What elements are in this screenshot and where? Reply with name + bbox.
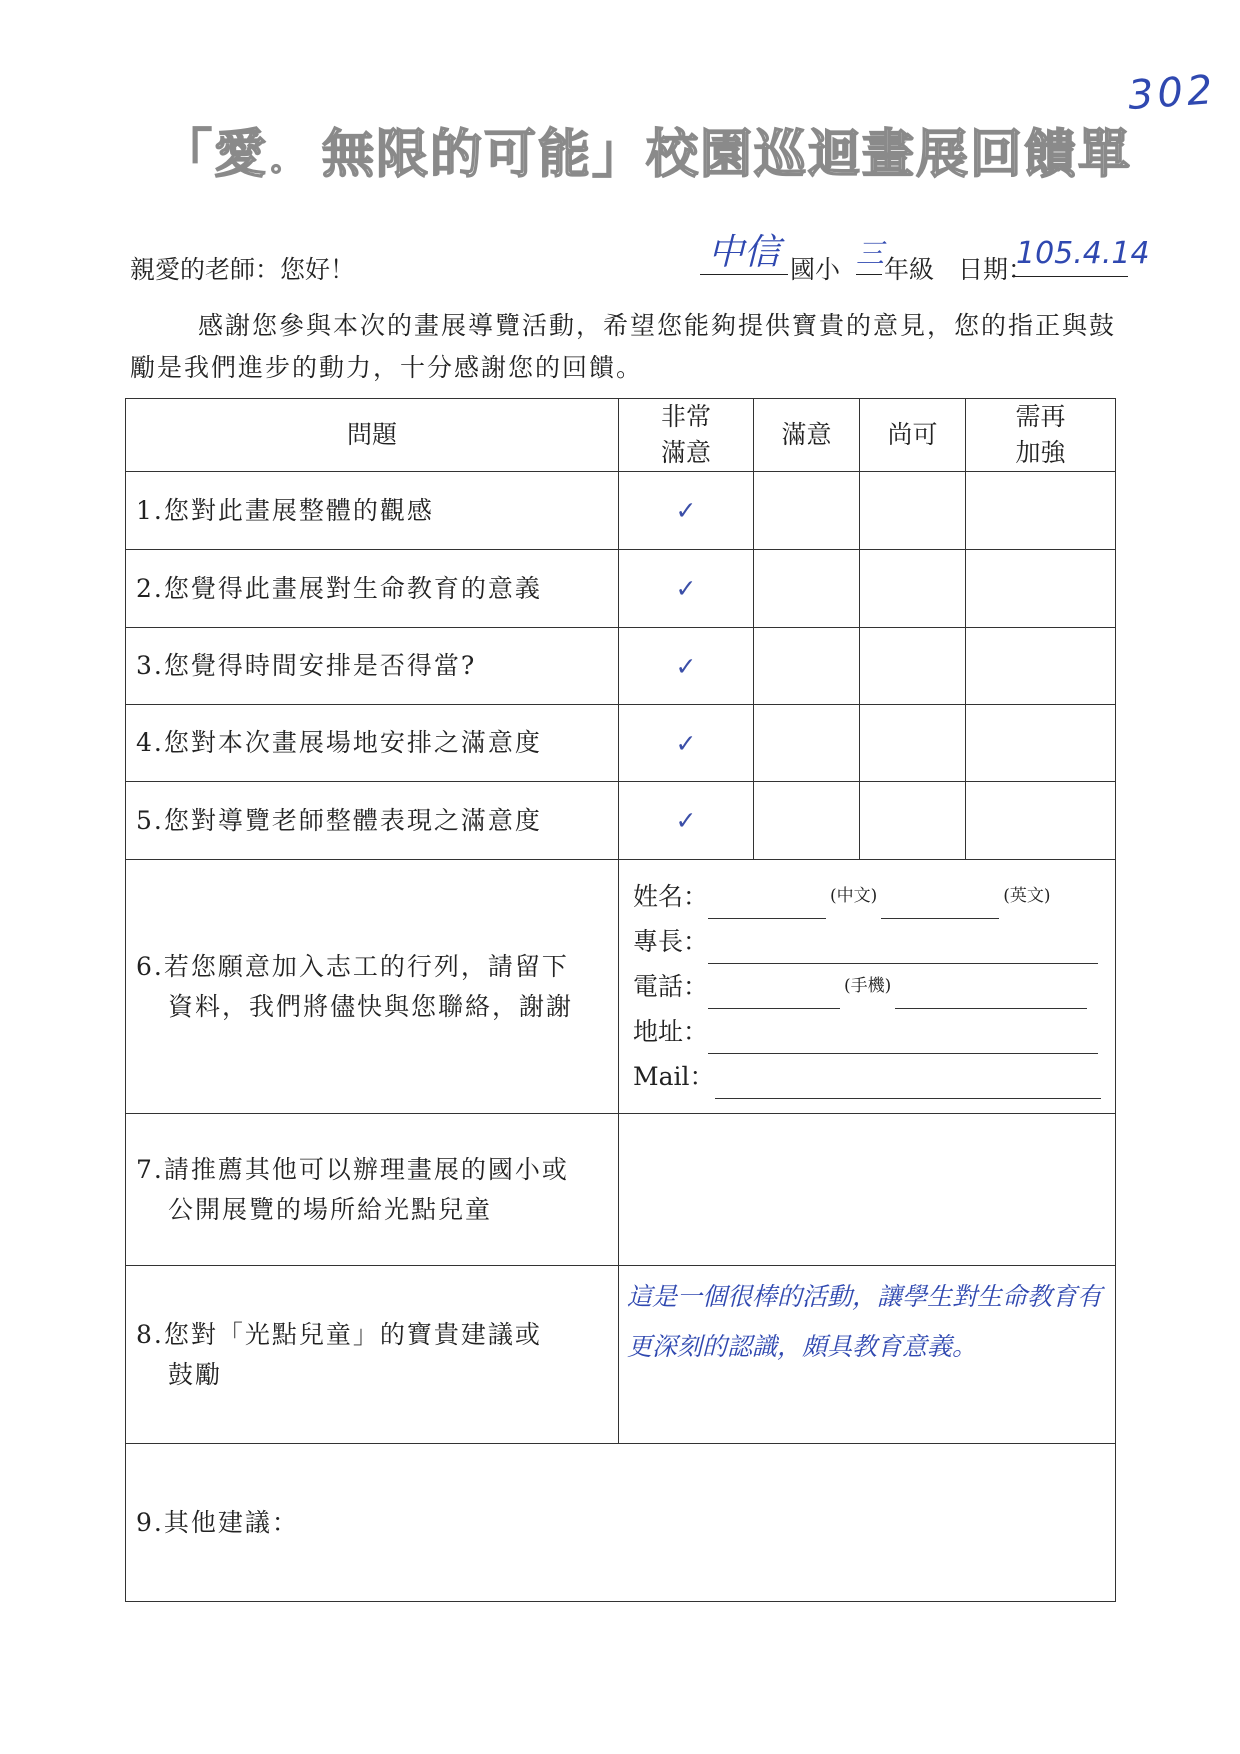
rating-cell[interactable] — [860, 782, 966, 860]
english-note: (英文) — [1003, 886, 1051, 906]
date-field[interactable]: 105.4.14 — [1012, 232, 1128, 277]
suggestion-answer[interactable]: 這是一個很棒的活動，讓學生對生命教育有更深刻的認識，頗具教育意義。 — [619, 1266, 1116, 1444]
check-icon[interactable]: ✓ — [619, 628, 754, 705]
intro-paragraph: 感謝您參與本次的畫展導覽活動，希望您能夠提供寶貴的意見，您的指正與鼓勵是我們進步的動力，十分感謝您的回饋。 — [130, 311, 1117, 382]
rating-cell[interactable] — [966, 472, 1116, 550]
table-row — [126, 628, 1116, 705]
specialty-label: 專長： — [633, 927, 709, 956]
table-row — [126, 550, 1116, 628]
rating-cell[interactable] — [754, 705, 860, 782]
grade-field[interactable]: 三 — [856, 234, 882, 275]
rating-cell[interactable] — [860, 550, 966, 628]
rating-cell[interactable] — [860, 628, 966, 705]
question-7 — [126, 1114, 619, 1266]
header-very-satisfied: 非常滿意 — [619, 399, 754, 472]
question-5: 5.您對導覽老師整體表現之滿意度 — [126, 782, 619, 860]
recommend-answer-cell[interactable] — [619, 1114, 1116, 1266]
question-7-line2: 公開展覽的場所給光點兒童 — [168, 1194, 493, 1224]
rating-cell[interactable] — [754, 472, 860, 550]
mail-input[interactable] — [715, 1068, 1102, 1099]
mail-row — [633, 1054, 1101, 1099]
name-english-input[interactable] — [881, 888, 999, 919]
page-title: 「愛．無限的可能」校園巡迴畫展回饋單 — [160, 125, 1133, 185]
table-row-recommend — [126, 1114, 1116, 1266]
question-2: 2.您覺得此畫展對生命教育的意義 — [126, 550, 619, 628]
question-3: 3.您覺得時間安排是否得當? — [126, 628, 619, 705]
question-8-line1: 8.您對「光點兒童」的寶貴建議或 — [136, 1319, 542, 1349]
table-header-row — [126, 399, 1116, 472]
school-label: 國小 — [790, 255, 841, 284]
phone-input[interactable] — [708, 978, 840, 1009]
table-row-other — [126, 1444, 1116, 1602]
date-label: 日期： — [958, 255, 1034, 284]
name-label: 姓名： — [633, 882, 709, 911]
address-row — [633, 1009, 1101, 1054]
question-1: 1.您對此畫展整體的觀感 — [126, 472, 619, 550]
check-icon[interactable]: ✓ — [619, 782, 754, 860]
feedback-table — [125, 398, 1116, 1602]
check-icon[interactable]: ✓ — [619, 705, 754, 782]
rating-cell[interactable] — [754, 550, 860, 628]
question-9[interactable]: 9.其他建議： — [126, 1444, 1116, 1602]
table-row — [126, 705, 1116, 782]
rating-cell[interactable] — [754, 628, 860, 705]
chinese-note: (中文) — [830, 886, 878, 906]
table-row-volunteer — [126, 860, 1116, 1114]
specialty-input[interactable] — [708, 933, 1098, 964]
grade-label: 年級 — [884, 255, 935, 284]
phone-row — [633, 964, 1101, 1009]
address-input[interactable] — [708, 1023, 1098, 1054]
address-label: 地址： — [633, 1017, 709, 1046]
mobile-input[interactable] — [895, 978, 1087, 1009]
volunteer-form — [619, 860, 1116, 1114]
header-question: 問題 — [126, 399, 619, 472]
specialty-row — [633, 919, 1101, 964]
check-icon[interactable]: ✓ — [619, 550, 754, 628]
name-row — [633, 874, 1101, 919]
rating-cell[interactable] — [754, 782, 860, 860]
rating-cell[interactable] — [860, 705, 966, 782]
mobile-note: (手機) — [844, 976, 892, 996]
school-info-line — [700, 232, 1160, 282]
question-4: 4.您對本次畫展場地安排之滿意度 — [126, 705, 619, 782]
question-8 — [126, 1266, 619, 1444]
phone-label: 電話： — [633, 972, 709, 1001]
question-6-line2: 資料，我們將儘快與您聯絡，謝謝 — [168, 991, 574, 1021]
school-name-field[interactable]: 中信 — [700, 232, 788, 275]
greeting: 親愛的老師：您好！ — [130, 255, 356, 284]
mail-label: Mail： — [633, 1062, 715, 1091]
question-6 — [126, 860, 619, 1114]
rating-cell[interactable] — [966, 628, 1116, 705]
question-8-line2: 鼓勵 — [168, 1359, 223, 1389]
rating-cell[interactable] — [966, 782, 1116, 860]
rating-cell[interactable] — [966, 705, 1116, 782]
name-chinese-input[interactable] — [708, 888, 826, 919]
rating-cell[interactable] — [966, 550, 1116, 628]
table-row-suggestion — [126, 1266, 1116, 1444]
question-7-line1: 7.請推薦其他可以辦理畫展的國小或 — [136, 1154, 569, 1184]
question-6-line1: 6.若您願意加入志工的行列，請留下 — [136, 951, 569, 981]
table-row — [126, 472, 1116, 550]
rating-cell[interactable] — [860, 472, 966, 550]
table-row — [126, 782, 1116, 860]
header-acceptable: 尚可 — [860, 399, 966, 472]
header-satisfied: 滿意 — [754, 399, 860, 472]
header-needs-improvement: 需再加強 — [966, 399, 1116, 472]
page-number: 302 — [1126, 66, 1218, 120]
check-icon[interactable]: ✓ — [619, 472, 754, 550]
